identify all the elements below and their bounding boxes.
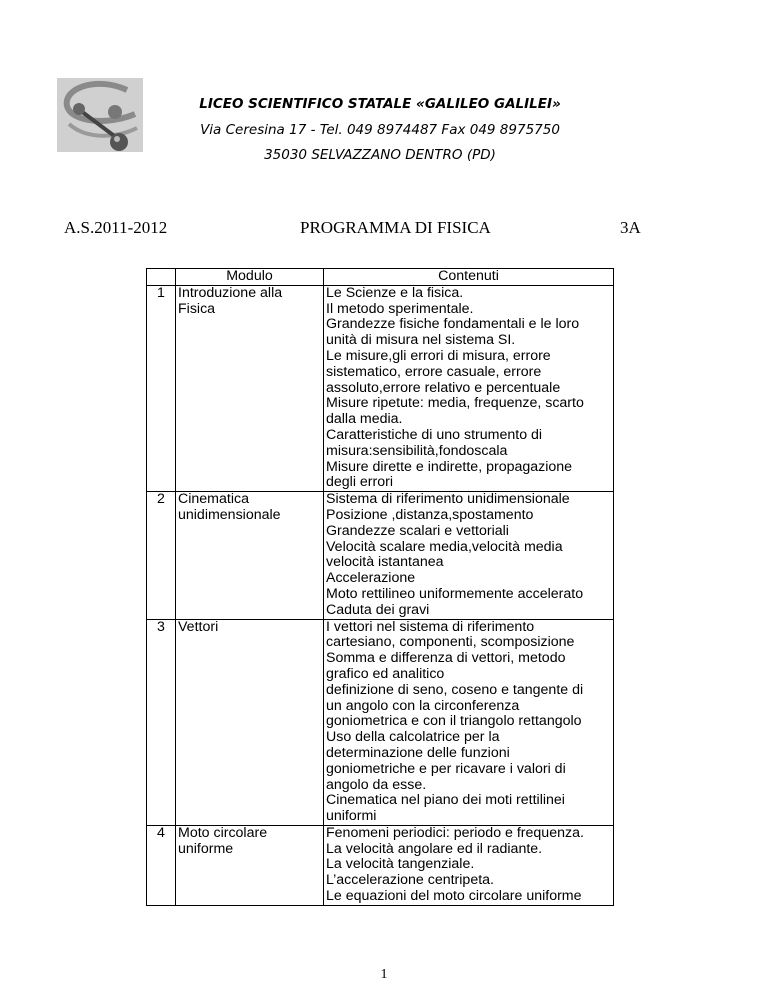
content-line: Misure dirette e indirette, propagazione <box>326 458 573 475</box>
content-line: sistematico, errore casuale, errore <box>326 363 542 380</box>
content-line: misura:sensibilità,fondoscala <box>326 442 508 459</box>
document-title: PROGRAMMA DI FISICA <box>300 218 491 237</box>
content-line: Grandezze fisiche fondamentali e le loro <box>326 316 580 333</box>
module-number: 4 <box>147 825 176 905</box>
content-line: un angolo con la circonferenza <box>326 697 520 714</box>
module-name <box>176 285 324 491</box>
content-line: Misure ripetute: media, frequenze, scarto <box>326 395 584 412</box>
module-name <box>176 825 324 905</box>
school-year: A.S.2011-2012 <box>64 218 168 237</box>
content-line: La velocità angolare ed il radiante. <box>326 840 543 857</box>
content-line: velocità istantanea <box>326 554 444 571</box>
content-line: definizione di seno, coseno e tangente di <box>326 681 584 698</box>
content-line: Il metodo sperimentale. <box>326 300 474 317</box>
header-number <box>147 269 176 286</box>
module-contents <box>324 825 614 905</box>
content-line: degli errori <box>326 474 394 491</box>
content-line: Le misure,gli errori di misura, errore <box>326 347 551 364</box>
module-number: 2 <box>147 492 176 619</box>
module-name-line: Fisica <box>178 300 216 317</box>
content-line: goniometrica e con il triangolo rettangolo <box>326 713 582 730</box>
content-line: cartesiano, componenti, scomposizione <box>326 634 575 651</box>
content-line: Grandezze scalari e vettoriali <box>326 522 509 539</box>
content-line: Somma e differenza di vettori, metodo <box>326 650 566 667</box>
table-row <box>147 619 614 825</box>
content-line: Caratteristiche di uno strumento di <box>326 426 543 443</box>
content-line: unità di misura nel sistema SI. <box>326 332 516 349</box>
content-line: Fenomeni periodici: periodo e frequenza. <box>326 824 584 841</box>
module-name <box>176 492 324 619</box>
content-line: Uso della calcolatrice per la <box>326 729 500 746</box>
content-line: dalla media. <box>326 411 403 428</box>
content-line: L’accelerazione centripeta. <box>326 872 494 889</box>
table-row <box>147 285 614 491</box>
content-line: Caduta dei gravi <box>326 601 430 618</box>
module-contents <box>324 492 614 619</box>
header-modulo: Modulo <box>176 269 324 286</box>
content-line: Le Scienze e la fisica. <box>326 284 464 301</box>
content-line: I vettori nel sistema di riferimento <box>326 618 535 635</box>
class-label: 3A <box>620 218 641 237</box>
content-line: goniometriche e per ricavare i valori di <box>326 760 566 777</box>
module-name-line: Cinematica <box>178 491 249 508</box>
content-line: Sistema di riferimento unidimensionale <box>326 491 570 508</box>
content-line: Posizione ,distanza,spostamento <box>326 506 534 523</box>
school-logo <box>57 78 143 152</box>
module-number: 3 <box>147 619 176 825</box>
module-name-line: unidimensionale <box>178 506 281 523</box>
table-header-row <box>147 269 614 286</box>
content-line: determinazione delle funzioni <box>326 744 510 761</box>
header-contenuti: Contenuti <box>324 269 614 286</box>
content-line: assoluto,errore relativo e percentuale <box>326 379 561 396</box>
module-contents <box>324 619 614 825</box>
content-line: Cinematica nel piano dei moti rettilinei <box>326 792 565 809</box>
program-table <box>146 268 614 906</box>
content-line: angolo da esse. <box>326 776 427 793</box>
school-city: 35030 SELVAZZANO DENTRO (PD) <box>264 147 496 163</box>
content-line: Le equazioni del moto circolare uniforme <box>326 888 582 905</box>
page-number: 1 <box>380 967 388 982</box>
module-name <box>176 619 324 825</box>
module-contents <box>324 285 614 491</box>
table-row <box>147 825 614 905</box>
content-line: Velocità scalare media,velocità media <box>326 538 563 555</box>
module-name-line: Vettori <box>178 618 219 635</box>
content-line: La velocità tangenziale. <box>326 856 475 873</box>
module-name-line: Introduzione alla <box>178 284 283 301</box>
table-row <box>147 492 614 619</box>
content-line: Accelerazione <box>326 570 416 587</box>
content-line: Moto rettilineo uniformemente accelerato <box>326 585 584 602</box>
module-name-line: Moto circolare <box>178 824 268 841</box>
content-line: uniformi <box>326 808 377 825</box>
school-address: Via Ceresina 17 - Tel. 049 8974487 Fax 049 8975750 <box>200 122 560 138</box>
school-name: LICEO SCIENTIFICO STATALE «GALILEO GALILEI» <box>199 96 561 112</box>
module-name-line: uniforme <box>178 840 234 857</box>
module-number: 1 <box>147 285 176 491</box>
content-line: grafico ed analitico <box>326 665 445 682</box>
